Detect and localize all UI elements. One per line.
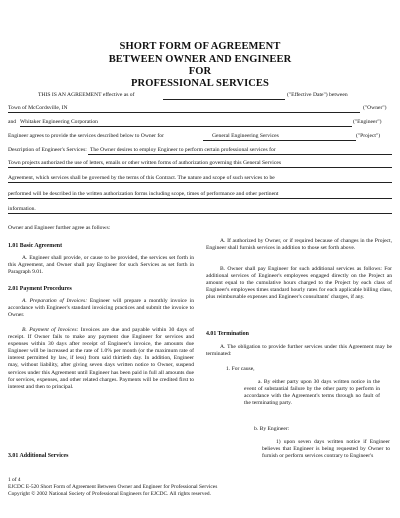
description-underline (8, 182, 392, 183)
project-field[interactable] (203, 140, 356, 141)
description-label: Description of Engineer's Services: (8, 147, 87, 153)
section-2-01-heading: 2.01 Payment Procedures (8, 286, 72, 292)
effective-date-suffix: ("Effective Date") between (287, 92, 348, 98)
page-number: 1 of 4 (8, 477, 21, 483)
section-2-01-a-text: A. Preparation of Invoices: Engineer will prepare a monthly invoice in accordance with Engineer's standard invoicing practices and submit the invoice to Owner. (8, 298, 194, 319)
agree-text: Owner and Engineer further agree as follows: (8, 225, 111, 231)
by-engineer-text: 1) upon seven days written notice if Engineer believes that Engineer is being requested by Owner to furnish or perform services contrary to Engineer's (262, 439, 390, 460)
section-2-01-b-text: B. Payment of Invoices: Invoices are due and payable within 30 days of receipt. If Owner fails to make any payment due Engineer for services and expenses within 30 days after receipt of Engineer's invoice, the amounts due Engineer will be increased at the rate of 1.0% per month (or the maximum rate of interest permitted by law, if less) from said thirtieth day. In addition, Engineer may, without liability, after giving seven days written notice to Owner, suspend services under this Agreement until Engineer has been paid in full all amounts due for services, expenses, and other related charges. Payments will be credited first to interest and then to principal. (8, 327, 194, 390)
description-underline (8, 198, 392, 199)
for-cause-label: 1. For cause, (226, 366, 255, 372)
footer-line-1: EJCDC E-520 Short Form of Agreement Between Owner and Engineer for Professional Services (8, 484, 218, 490)
owner-suffix: ("Owner") (363, 105, 387, 111)
agreement-intro: THIS IS AN AGREEMENT effective as of (38, 92, 135, 98)
project-suffix: ("Project") (356, 133, 381, 139)
section-3-01-heading: 3.01 Additional Services (8, 453, 69, 459)
engineer-value: Whitaker Engineering Corporation (20, 119, 98, 125)
title-line-4: PROFESSIONAL SERVICES (131, 78, 269, 89)
section-1-01-text: A. Engineer shall provide, or cause to be provided, the services set forth in this Agreement, and Owner shall pay Engineer for such Services as set forth in Paragraph 9.01. (8, 255, 194, 276)
owner-field[interactable] (8, 112, 360, 113)
description-line: performed will be described in the written authorization forms including scope, times of performance and other pertinent (8, 191, 279, 197)
section-4-01-text: A. The obligation to provide further services under this Agreement may be terminated: (206, 344, 392, 358)
section-4-01-heading: 4.01 Termination (206, 331, 249, 337)
cause-a-text: a. By either party upon 30 days written notice in the event of substantial failure by the other party to perform in accordance with the Agreement's terms through no fault of the terminating party. (244, 379, 380, 407)
description-line: The Owner desires to employ Engineer to perform certain professional services for (90, 147, 276, 153)
title-line-1: SHORT FORM OF AGREEMENT (119, 41, 281, 52)
owner-value: Town of McCordsville, IN (8, 105, 68, 111)
section-1-01-heading: 1.01 Basic Agreement (8, 243, 63, 249)
title-line-2: BETWEEN OWNER AND ENGINEER (108, 54, 292, 65)
by-engineer-label: b. By Engineer: (254, 426, 290, 432)
section-3-01-b-text: B. Owner shall pay Engineer for such additional services as follows: For additional services of Engineer's employees engaged directly on the Project an amount equal to the cumulative hours charged to the Project by each class of Engineer's employees times standard hourly rates for each applicable billing class, plus reimbursable expenses and Engineer's consultants' charges, if any. (206, 266, 392, 301)
engineer-suffix: ("Engineer") (353, 119, 382, 125)
description-underline (8, 167, 392, 168)
section-3-01-a-text: A. If authorized by Owner, or if required because of changes in the Project, Engineer shall furnish services in addition to those set forth above. (206, 238, 392, 252)
effective-date-field[interactable] (163, 99, 285, 100)
project-value: General Engineering Services (212, 133, 279, 139)
engineer-field[interactable] (20, 126, 352, 127)
services-intro: Engineer agrees to provide the services described below to Owner for (8, 133, 164, 139)
description-line: information. (8, 206, 36, 212)
description-line: Agreement, which services shall be governed by the terms of this Contract. The nature and scope of such services to be (8, 175, 275, 181)
and-label: and (8, 119, 17, 125)
description-underline (8, 213, 392, 214)
title-line-3: FOR (188, 66, 212, 77)
footer-copyright: Copyright © 2002 National Society of Professional Engineers for EJCDC. All rights reserved. (8, 491, 211, 497)
description-underline (88, 154, 392, 155)
description-line: Town projects authorized the use of letters, emails or other written forms of authorization governing this General Services (8, 160, 281, 166)
